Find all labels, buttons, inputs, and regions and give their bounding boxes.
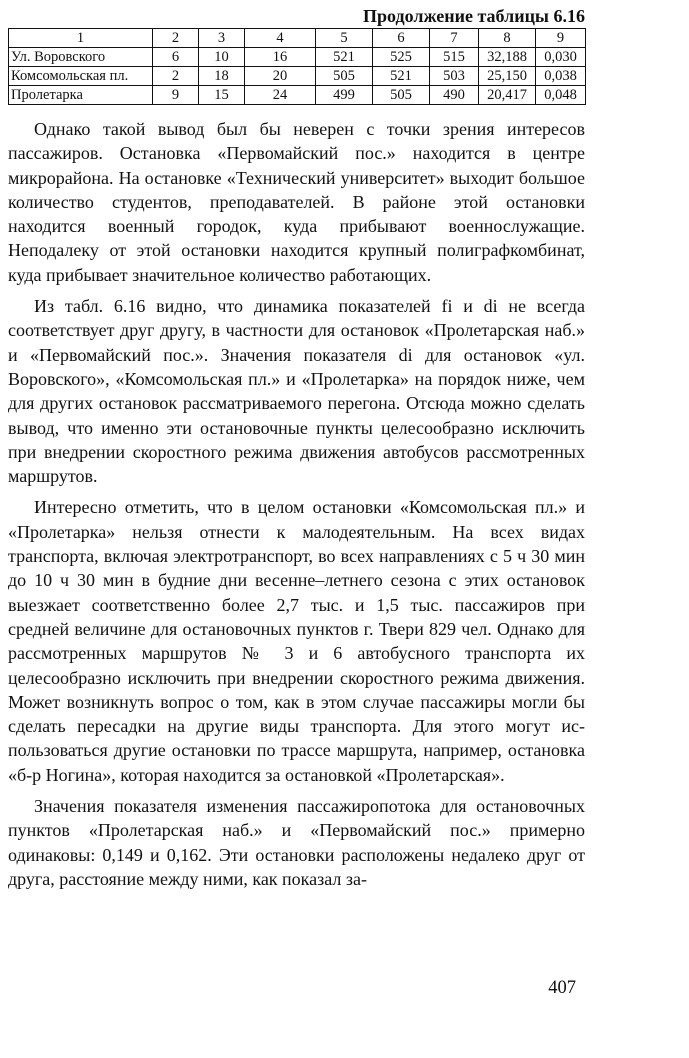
table-row: [9, 48, 586, 67]
page-number: 407: [548, 978, 576, 998]
table-cell: Комсомольская пл.: [9, 67, 153, 86]
table-caption: Продолжение таблицы 6.16: [362, 6, 585, 26]
paragraph: Из табл. 6.16 видно, что динамика показателей fi и di не всегда соответствует друг другу, в частности для остановок «Пролетарская наб.» и «Первомайский пос.». Значения показателя di для остановок «ул. Воровского», «Комсомольская пл.» и «Пролетарка» на порядок ниже, чем для других остановок рассматриваемого перегона. Отсюда можно сделать вывод, что именно эти остановочные пункты целесообразно исключить при внедрении скоростного режима движения автобусов рассмотренных маршрутов.: [8, 296, 585, 487]
paragraph: Однако такой вывод был бы неверен с точки зрения интересов пассажиров. Остановка «Первомайский пос.» находится в центре микрорайона. На остановке «Технический университет» выходит большое количество студентов, преподавателей. В районе этой остановки находится военный городок, куда прибывают военнослужащие. Неподалеку от этой остановки находится крупный полиграфкомбинат, куда прибывает значительное количество работающих.: [8, 119, 585, 285]
table-cell: 32,188: [479, 48, 536, 67]
table-header-cell: 7: [430, 29, 479, 48]
table-cell: 6: [153, 48, 199, 67]
table-cell: 15: [199, 86, 245, 105]
table-cell: 490: [430, 86, 479, 105]
table-cell: 505: [316, 67, 373, 86]
table-cell: 525: [373, 48, 430, 67]
table-cell: Пролетарка: [9, 86, 153, 105]
table-header-row: [9, 29, 586, 48]
document-page: [8, 0, 585, 898]
table-cell: 0,030: [536, 48, 586, 67]
table-header-cell: 5: [316, 29, 373, 48]
table-cell: 9: [153, 86, 199, 105]
table-header-cell: 8: [479, 29, 536, 48]
table-cell: 20: [245, 67, 316, 86]
table-row: [9, 67, 586, 86]
table-cell: 521: [373, 67, 430, 86]
table-header-cell: 6: [373, 29, 430, 48]
table-header-cell: 4: [245, 29, 316, 48]
table-cell: 2: [153, 67, 199, 86]
table-cell: 16: [245, 48, 316, 67]
paragraph: Интересно отметить, что в целом остановки «Комсомольская пл.» и «Пролетарка» нельзя отнести к малодеятельным. На всех видах транспорта, включая электротранспорт, во всех направлениях с 5 ч 30 мин до 10 ч 30 мин в будние дни весенне–летнего сезона с этих остановок выезжает соответственно более 2,7 тыс. и 1,5 тыс. пассажиров при средней величине для остановочных пунктов г. Твери 829 чел. Однако для рассмотренных маршрутов № 3 и 6 автобусного транспорта их целесообразно исключить при внедрении скоростного режима движения. Может возникнуть вопрос о том, как в этом случае пассажиры могли бы сделать пересадки на другие виды транспорта. Для этого могут использоваться другие остановки по трассе маршрута, например, остановка «б-р Ногина», которая находится за остановкой «Пролетарская».: [8, 497, 585, 785]
table-cell: 24: [245, 86, 316, 105]
table-cell: 505: [373, 86, 430, 105]
table-cell: 503: [430, 67, 479, 86]
table-cell: 0,038: [536, 67, 586, 86]
table-cell: 499: [316, 86, 373, 105]
table-cell: 0,048: [536, 86, 586, 105]
table-cell: 521: [316, 48, 373, 67]
table-cell: 10: [199, 48, 245, 67]
table-cell: 25,150: [479, 67, 536, 86]
table-cell: 515: [430, 48, 479, 67]
table-header-cell: 2: [153, 29, 199, 48]
paragraph: Значения показателя изменения пассажиропотока для остановочных пунктов «Пролетарская наб.» и «Первомайский пос.» примерно одинаковы: 0,149 и 0,162. Эти остановки расположены недалеко друг от друга, расстояние между ними, как показал за-: [8, 796, 585, 889]
table-header-cell: 9: [536, 29, 586, 48]
body-text: [8, 117, 585, 891]
table-cell: Ул. Воровского: [9, 48, 153, 67]
data-table: [8, 28, 586, 105]
table-header-cell: 3: [199, 29, 245, 48]
table-cell: 18: [199, 67, 245, 86]
table-row: [9, 86, 586, 105]
table-header-cell: 1: [9, 29, 153, 48]
table-cell: 20,417: [479, 86, 536, 105]
